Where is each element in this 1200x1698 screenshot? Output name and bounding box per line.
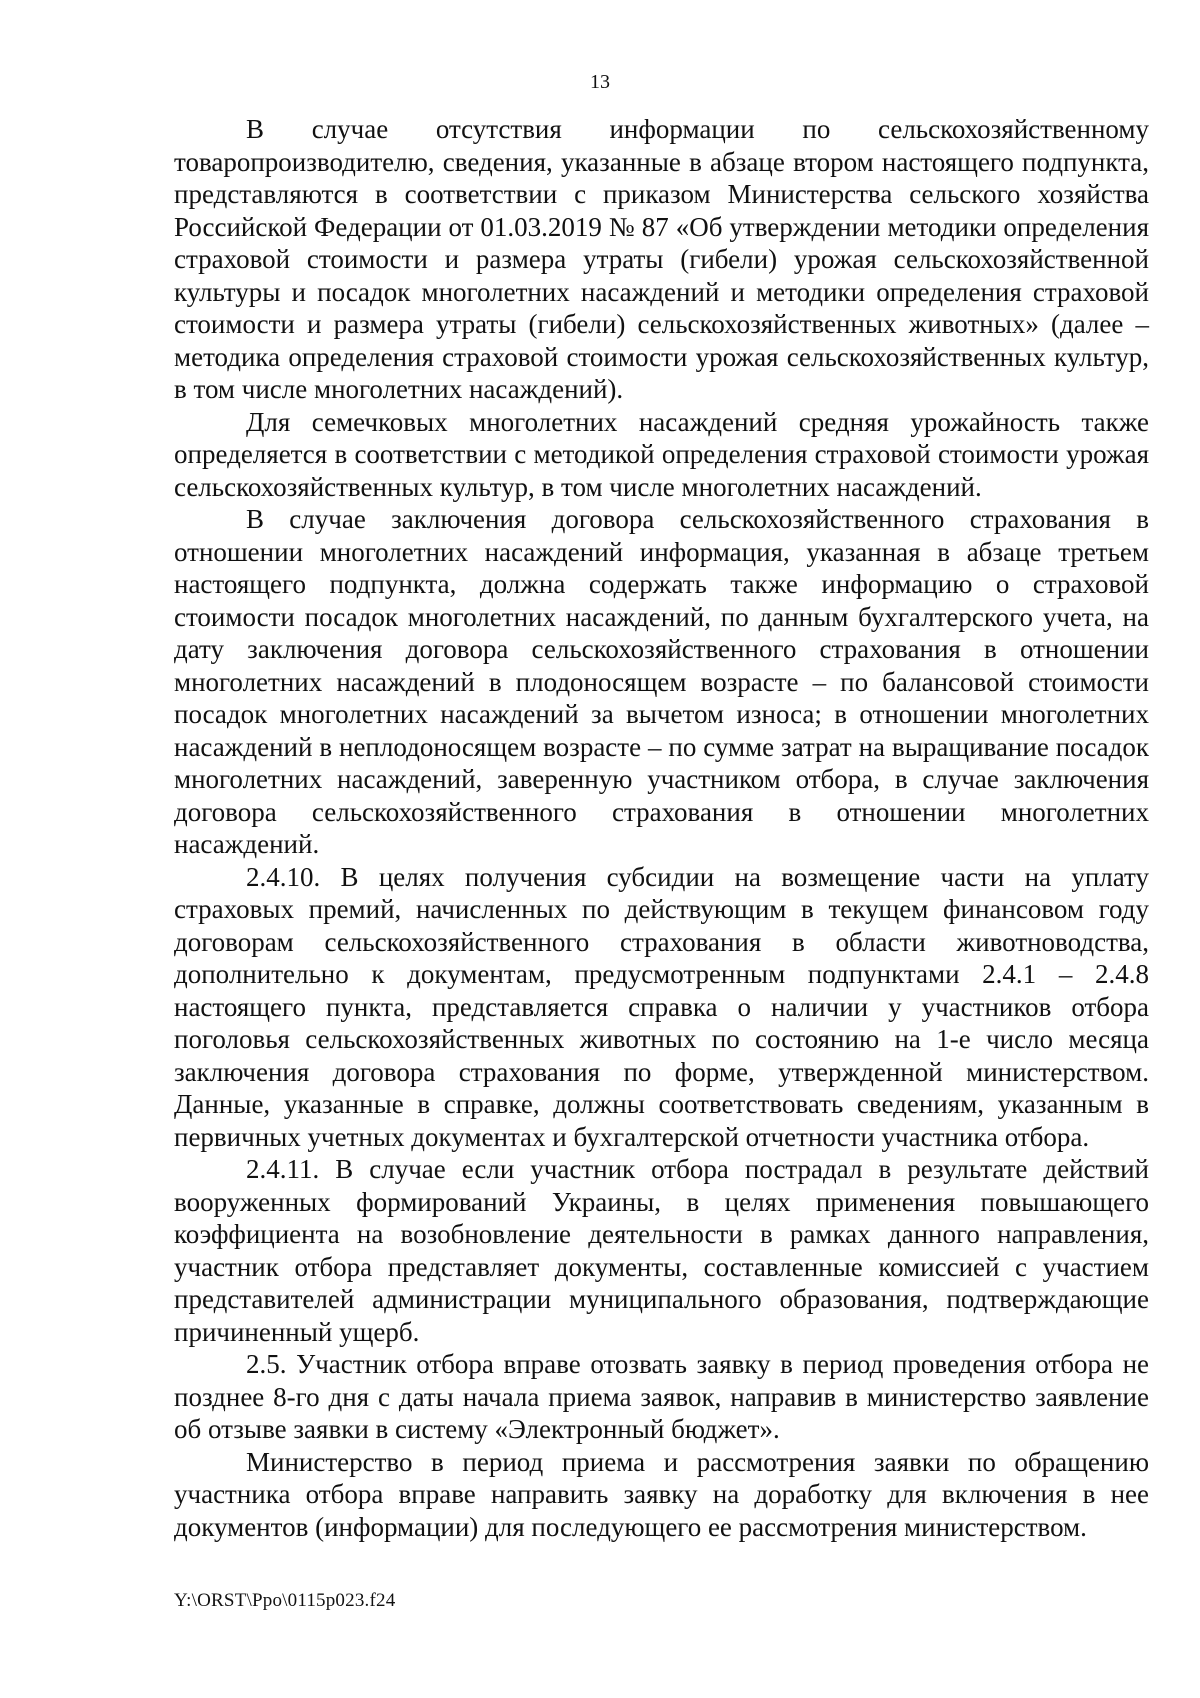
paragraph-1: В случае отсутствия информации по сельскохозяйственному товаропроизводителю, сведения, указанные в абзаце втором настоящего подпункта, представляются в соответствии с приказом Министерства сельского хозяйства Российской Федерации от 01.03.2019 № 87 «Об утверждении методики определения страховой стоимости и размера утраты (гибели) урожая сельскохозяйственной культуры и посадок многолетних насаждений и методики определения страховой стоимости и размера утраты (гибели) сельскохозяйственных животных» (далее – методика определения страховой стоимости урожая сельскохозяйственных культур, в том числе многолетних насаждений). (174, 114, 1149, 404)
paragraph-3: В случае заключения договора сельскохозяйственного страхования в отношении многолетних насаждений информация, указанная в абзаце третьем настоящего подпункта, должна содержать также информацию о страховой стоимости посадок многолетних насаждений, по данным бухгалтерского учета, на дату заключения договора сельскохозяйственного страхования в отношении многолетних насаждений в плодоносящем возрасте – по балансовой стоимости посадок многолетних насаждений за вычетом износа; в отношении многолетних насаждений в неплодоносящем возрасте – по сумме затрат на выращивание посадок многолетних насаждений, заверенную участником отбора, в случае заключения договора сельскохозяйственного страхования в отношении многолетних насаждений. (174, 504, 1149, 859)
paragraph-4: 2.4.10. В целях получения субсидии на возмещение части на уплату страховых премий, начисленных по действующим в текущем финансовом году договорам сельскохозяйственного страхования в области животноводства, дополнительно к документам, предусмотренным подпунктами 2.4.1 – 2.4.8 настоящего пункта, представляется справка о наличии у участников отбора поголовья сельскохозяйственных животных по состоянию на 1-е число месяца заключения договора страхования по форме, утвержденной министерством. Данные, указанные в справке, должны соответствовать сведениям, указанным в первичных учетных документах и бухгалтерской отчетности участника отбора. (174, 861, 1149, 1152)
page-number: 13 (590, 71, 610, 93)
paragraph-6: 2.5. Участник отбора вправе отозвать заявку в период проведения отбора не позднее 8-го дня с даты начала приема заявок, направив в министерство заявление об отзыве заявки в систему «Электронный бюджет». (174, 1349, 1149, 1444)
paragraph-5: 2.4.11. В случае если участник отбора пострадал в результате действий вооруженных формирований Украины, в целях применения повышающего коэффициента на возобновление деятельности в рамках данного направления, участник отбора представляет документы, составленные комиссией с участием представителей администрации муниципального образования, подтверждающие причиненный ущерб. (174, 1154, 1149, 1347)
paragraph-7: Министерство в период приема и рассмотрения заявки по обращению участника отбора вправе направить заявку на доработку для включения в нее документов (информации) для последующего ее рассмотрения министерством. (174, 1446, 1149, 1542)
footer-file-path: Y:\ORST\Ppo\0115p023.f24 (174, 1590, 396, 1611)
paragraph-2: Для семечковых многолетних насаждений средняя урожайность также определяется в соответствии с методикой определения страховой стоимости урожая сельскохозяйственных культур, в том числе многолетних насаждений. (174, 406, 1149, 502)
document-body (174, 113, 1149, 1543)
